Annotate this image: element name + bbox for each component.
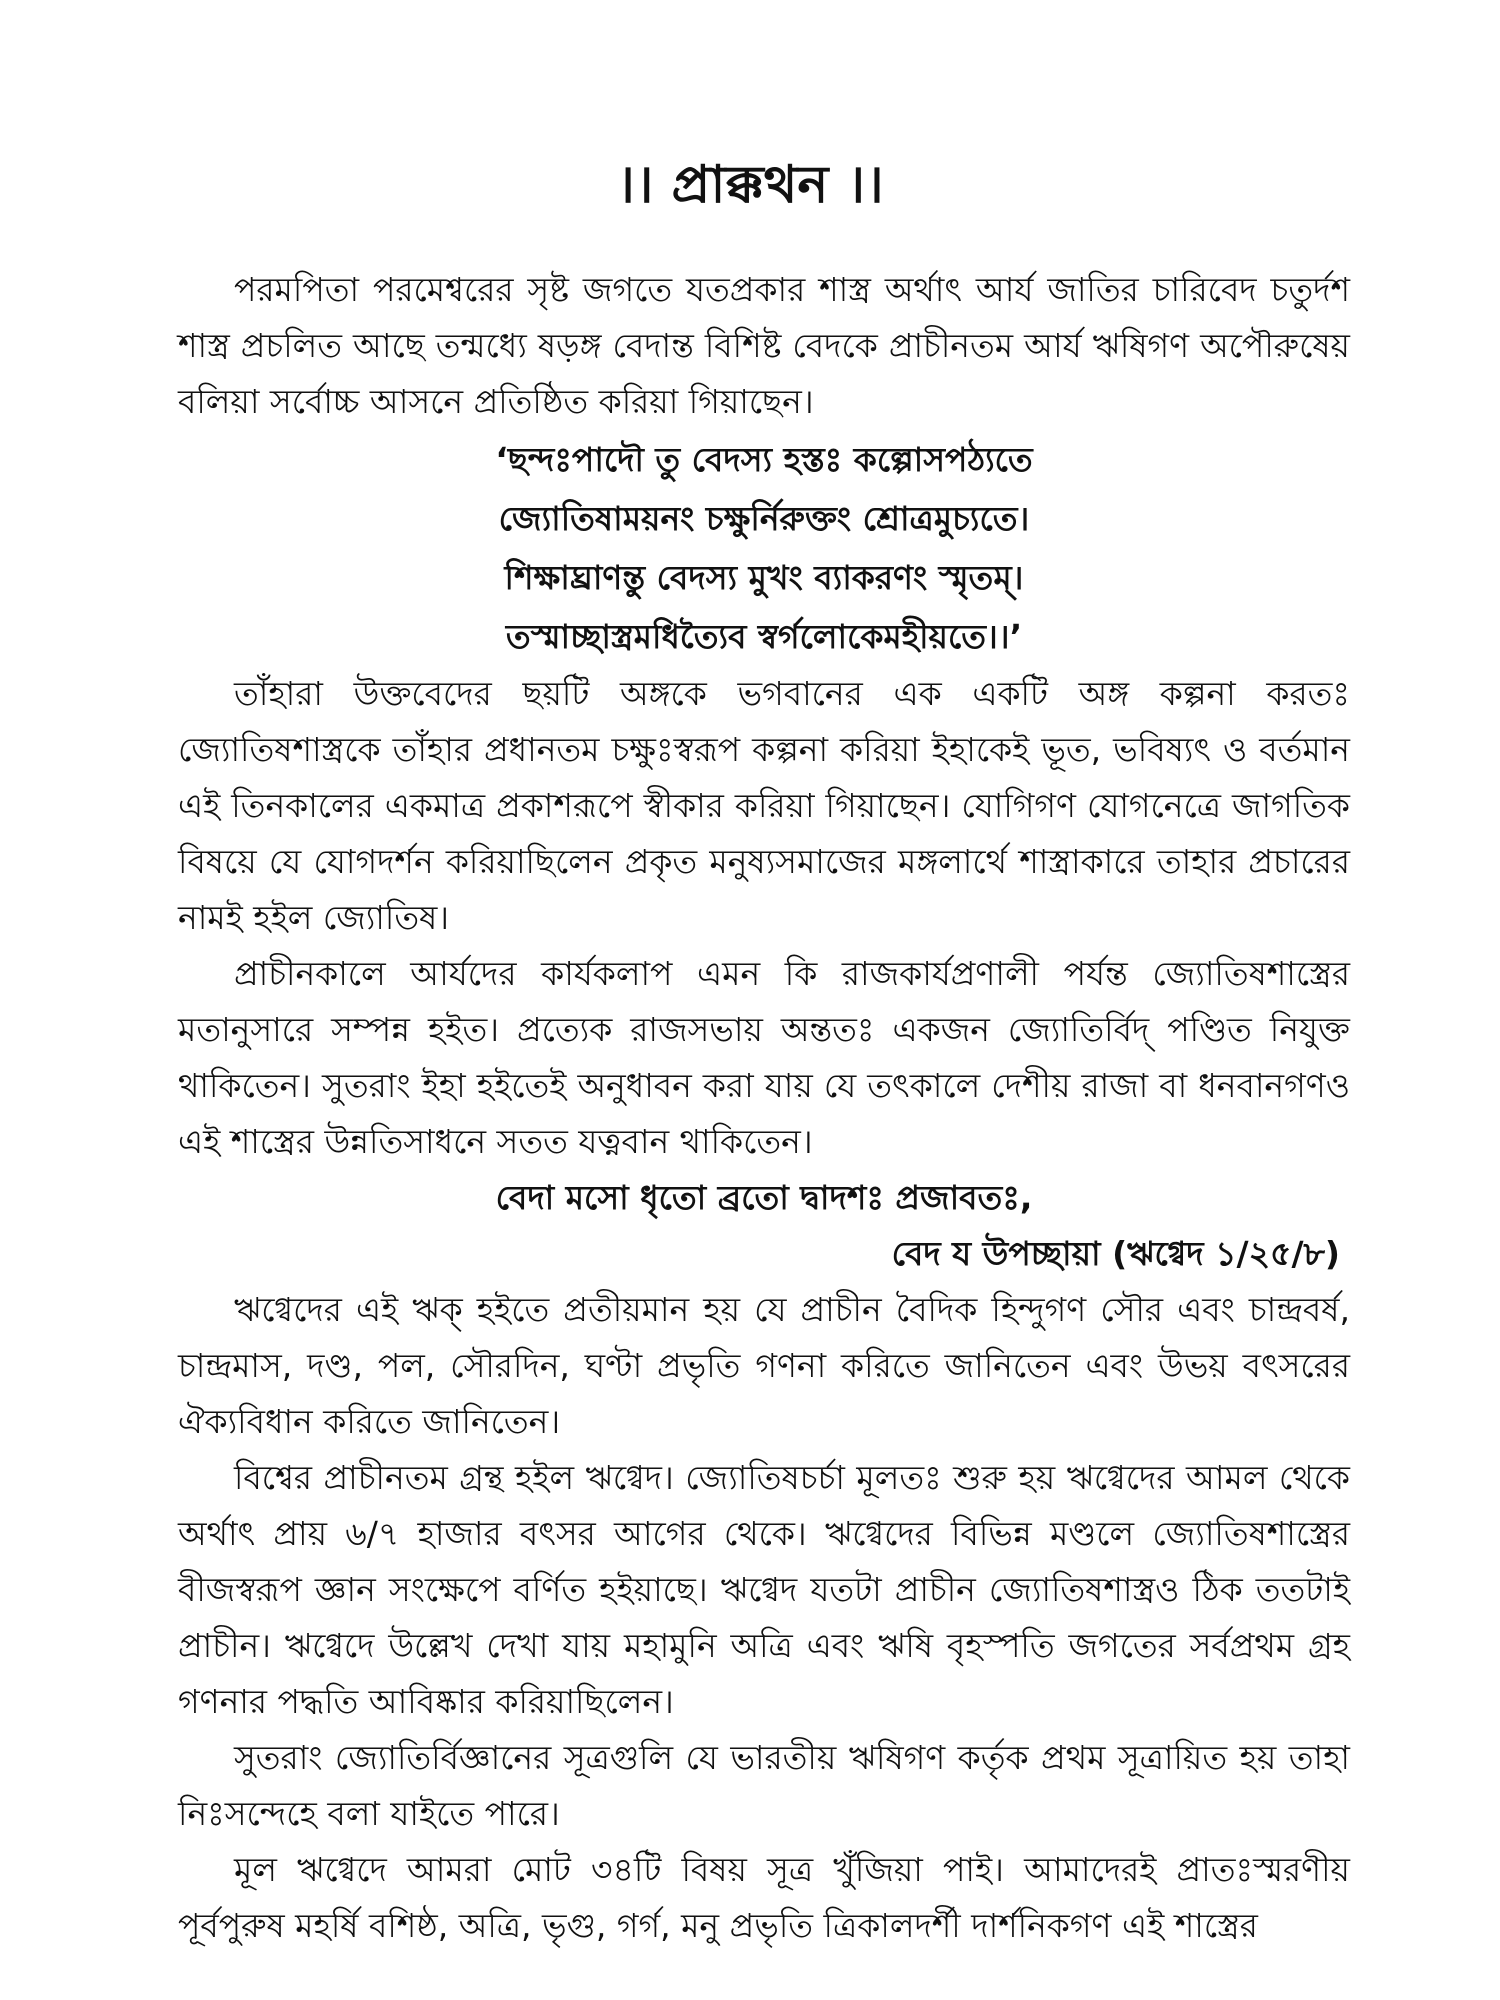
paragraph-7: মূল ঋগ্বেদে আমরা মোট ৩৪টি বিষয় সূত্র খুঁজিয়া পাই। আমাদেরই প্রাতঃস্মরণীয় পূর্বপুরুষ মহর্ষি বশিষ্ঠ, অত্রি, ভৃগু, গর্গ, মনু প্রভৃতি ত্রিকালদর্শী দার্শনিকগণ এই শাস্ত্রের [178, 1850, 1350, 1945]
verse-line-2: জ্যোতিষাময়নং চক্ষুর্নিরুক্তং শ্রোত্রমুচ্যতে। [498, 499, 1030, 538]
paragraph-3: প্রাচীনকালে আর্যদের কার্যকলাপ এমন কি রাজকার্যপ্রণালী পর্যন্ত জ্যোতিষশাস্ত্রের মতানুসারে সম্পন্ন হইত। প্রত্যেক রাজসভায় অন্ততঃ একজন জ্যোতির্বিদ্ পণ্ডিত নিযুক্ত থাকিতেন। সুতরাং ইহা হইতেই অনুধাবন করা যায় যে তৎকালে দেশীয় রাজা বা ধনবানগণও এই শাস্ত্রের উন্নতিসাধনে সতত যত্নবান থাকিতেন। [178, 954, 1350, 1161]
rigveda-mantra: বেদা মসো ধৃতো ব্রতো দ্বাদশঃ প্রজাবতঃ, [495, 1178, 1033, 1217]
verse-line-4: তস্মাচ্ছাস্ত্রমধিত্যৈব স্বর্গলোকেমহীয়তে।।’ [505, 617, 1023, 656]
paragraph-1: পরমপিতা পরমেশ্বরের সৃষ্ট জগতে যতপ্রকার শাস্ত্র অর্থাৎ আর্য জাতির চারিবেদ চতুর্দশ শাস্ত্র প্রচলিত আছে তন্মধ্যে ষড়ঙ্গ বেদান্ত বিশিষ্ট বেদকে প্রাচীনতম আর্য ঋষিগণ অপৌরুষেয় বলিয়া সর্বোচ্চ আসনে প্রতিষ্ঠিত করিয়া গিয়াছেন। [178, 270, 1350, 421]
paragraph-4: ঋগ্বেদের এই ঋক্ হইতে প্রতীয়মান হয় যে প্রাচীন বৈদিক হিন্দুগণ সৌর এবং চান্দ্রবর্ষ, চান্দ্রমাস, দণ্ড, পল, সৌরদিন, ঘণ্টা প্রভৃতি গণনা করিতে জানিতেন এবং উভয় বৎসরের ঐক্যবিধান করিতে জানিতেন। [178, 1290, 1350, 1441]
sanskrit-verse [178, 430, 1350, 666]
paragraph-2: তাঁহারা উক্তবেদের ছয়টি অঙ্গকে ভগবানের এক একটি অঙ্গ কল্পনা করতঃ জ্যোতিষশাস্ত্রকে তাঁহার প্রধানতম চক্ষুঃস্বরূপ কল্পনা করিয়া ইহাকেই ভূত, ভবিষ্যৎ ও বর্তমান এই তিনকালের একমাত্র প্রকাশরূপে স্বীকার করিয়া গিয়াছেন। যোগিগণ যোগনেত্রে জাগতিক বিষয়ে যে যোগদর্শন করিয়াছিলেন প্রকৃত মনুষ্যসমাজের মঙ্গলার্থে শাস্ত্রাকারে তাহার প্রচারের নামই হইল জ্যোতিষ। [178, 674, 1350, 937]
paragraph-5: বিশ্বের প্রাচীনতম গ্রন্থ হইল ঋগ্বেদ। জ্যোতিষচর্চা মূলতঃ শুরু হয় ঋগ্বেদের আমল থেকে অর্থাৎ প্রায় ৬/৭ হাজার বৎসর আগের থেকে। ঋগ্বেদের বিভিন্ন মণ্ডলে জ্যোতিষশাস্ত্রের বীজস্বরূপ জ্ঞান সংক্ষেপে বর্ণিত হইয়াছে। ঋগ্বেদ যতটা প্রাচীন জ্যোতিষশাস্ত্রও ঠিক ততটাই প্রাচীন। ঋগ্বেদে উল্লেখ দেখা যায় মহামুনি অত্রি এবং ঋষি বৃহস্পতি জগতের সর্বপ্রথম গ্রহ গণনার পদ্ধতি আবিষ্কার করিয়াছিলেন। [178, 1458, 1350, 1721]
verse-line-1: ‘ছন্দঃপাদৌ তু বেদস্য হস্তঃ কল্পোসপঠ্যতে [495, 440, 1033, 479]
page-title: ।। প্রাক্কথন ।। [616, 155, 884, 215]
body-text [178, 262, 1350, 1954]
verse-line-3: শিক্ষাঘ্রাণন্তু বেদস্য মুখং ব্যাকরণং স্মৃতম্। [504, 558, 1024, 597]
paragraph-6: সুতরাং জ্যোতির্বিজ্ঞানের সূত্রগুলি যে ভারতীয় ঋষিগণ কর্তৃক প্রথম সূত্রায়িত হয় তাহা নিঃসন্দেহে বলা যাইতে পারে। [178, 1738, 1350, 1833]
mantra-reference: বেদ য উপচ্ছায়া (ঋগ্বেদ ১/২৫/৮) [891, 1234, 1340, 1273]
